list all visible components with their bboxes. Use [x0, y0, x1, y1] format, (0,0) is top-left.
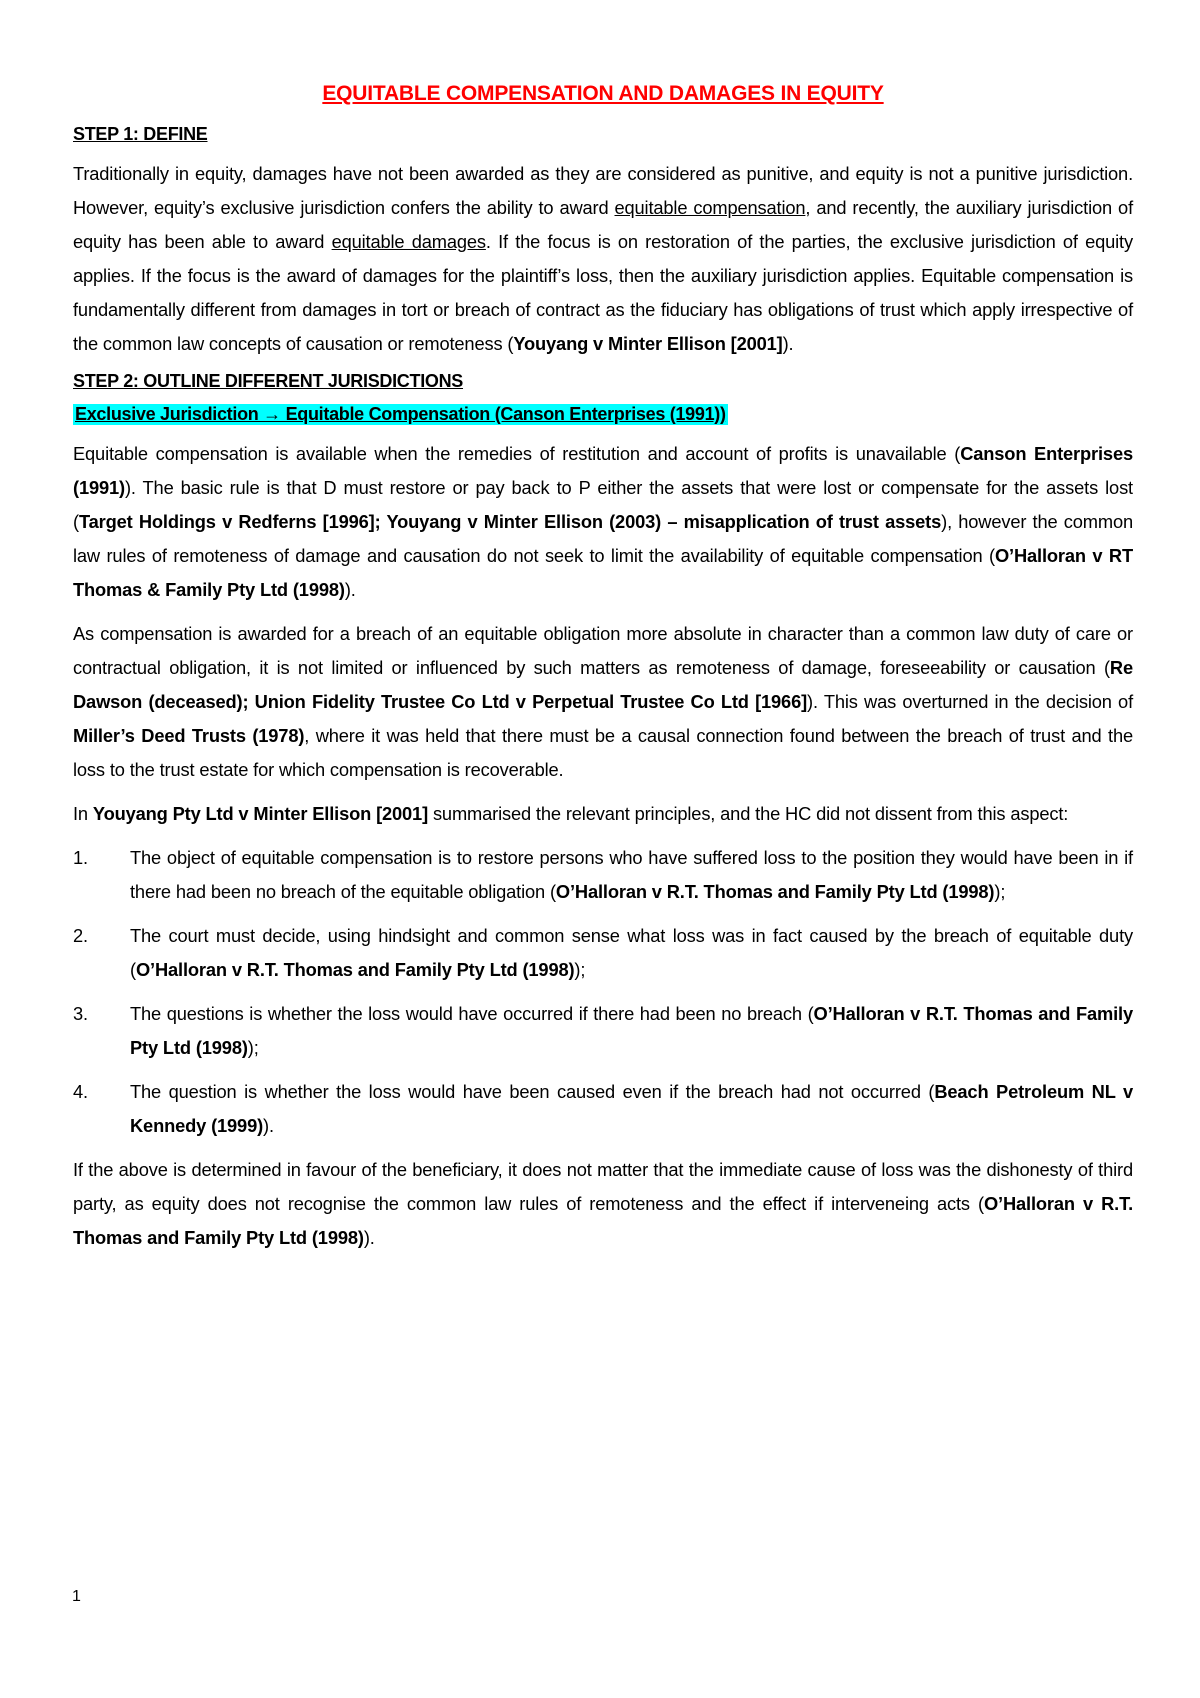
- case-citation: Youyang v Minter Ellison [2001]: [513, 333, 783, 354]
- paragraph-breach-obligation: As compensation is awarded for a breach of an equitable obligation more absolute in character than a common law duty of care or contractual obligation, it is not limited or influenced by such matters as remoteness of damage, foreseeability or causation (Re Dawson (deceased); Union Fidelity Trustee Co Ltd v Perpetual Trustee Co Ltd [1966]). This was overturned in the decision of Miller’s Deed Trusts (1978), where it was held that there must be a causal connection found between the breach of trust and the loss to the trust estate for which compensation is recoverable.: [73, 623, 1134, 780]
- case-citation: Target Holdings v Redferns [1996]; Youyang v Minter Ellison (2003) – misapplication of trust assets: [78, 511, 942, 532]
- paragraph-equitable-compensation: Equitable compensation is available when the remedies of restitution and account of profits is unavailable (Canson Enterprises (1991)). The basic rule is that D must restore or pay back to P either the assets that were lost or compensate for the assets lost (Target Holdings v Redferns [1996]; Youyang v Minter Ellison (2003) – misapplication of trust assets), however the common law rules of remoteness of damage and causation do not seek to limit the availability of equitable compensation (O’Halloran v RT Thomas & Family Pty Ltd (1998)).: [73, 443, 1133, 600]
- case-citation: O’Halloran v R.T. Thomas and Family Pty Ltd (1998): [135, 959, 575, 980]
- page-number: 1: [72, 1588, 81, 1605]
- case-citation: O’Halloran v R.T. Thomas and Family Pty Ltd (1998): [130, 1003, 1133, 1058]
- case-citation: O’Halloran v R.T. Thomas and Family Pty Ltd (1998): [555, 881, 995, 902]
- term-equitable-damages: equitable damages: [331, 231, 486, 252]
- case-citation: O’Halloran v RT Thomas & Family Pty Ltd (1998): [73, 545, 1133, 600]
- list-item: 4. The question is whether the loss would have been caused even if the breach had not occurred (Beach Petroleum NL v Kennedy (1999)).: [73, 1075, 1133, 1143]
- list-number: 4.: [73, 1081, 88, 1102]
- paragraph-beneficiary: If the above is determined in favour of the beneficiary, it does not matter that the immediate cause of loss was the dishonesty of third party, as equity does not recognise the common law rules of remoteness and the effect if interveneing acts (O’Halloran v R.T. Thomas and Family Pty Ltd (1998)).: [73, 1159, 1134, 1248]
- highlighted-subheading: Exclusive Jurisdiction → Equitable Compensation (Canson Enterprises (1991)): [75, 404, 726, 424]
- term-equitable-compensation: equitable compensation: [614, 197, 806, 218]
- step1-paragraph: Traditionally in equity, damages have not been awarded as they are considered as punitive, and equity is not a punitive jurisdiction. However, equity’s exclusive jurisdiction confers the ability to award equitable compensation, and recently, the auxiliary jurisdiction of equity has been able to award equitable damages. If the focus is on restoration of the parties, the exclusive jurisdiction of equity applies. If the focus is the award of damages for the plaintiff’s loss, then the auxiliary jurisdiction applies. Equitable compensation is fundamentally different from damages in tort or breach of contract as the fiduciary has obligations of trust which apply irrespective of the common law concepts of causation or remoteness (Youyang v Minter Ellison [2001]).: [73, 163, 1133, 354]
- case-citation: O’Halloran v R.T. Thomas and Family Pty Ltd (1998): [73, 1193, 1134, 1248]
- list-number: 3.: [73, 1003, 88, 1024]
- list-number: 1.: [73, 847, 88, 868]
- document-title: EQUITABLE COMPENSATION AND DAMAGES IN EQUITY: [322, 82, 884, 105]
- case-citation: Miller’s Deed Trusts (1978): [73, 725, 305, 746]
- paragraph-youyang: In Youyang Pty Ltd v Minter Ellison [2001] summarised the relevant principles, and the HC did not dissent from this aspect:: [73, 803, 1069, 824]
- list-item: 2. The court must decide, using hindsight and common sense what loss was in fact caused by the breach of equitable duty (O’Halloran v R.T. Thomas and Family Pty Ltd (1998));: [73, 919, 1133, 987]
- step2-heading: STEP 2: OUTLINE DIFFERENT JURISDICTIONS: [73, 371, 464, 391]
- principles-list: [73, 841, 1133, 1143]
- step1-heading: STEP 1: DEFINE: [73, 124, 208, 144]
- case-citation: Canson Enterprises (1991): [73, 443, 1133, 498]
- document-page: [73, 82, 1133, 1265]
- case-citation: Beach Petroleum NL v Kennedy (1999): [130, 1081, 1133, 1136]
- case-citation: Youyang Pty Ltd v Minter Ellison [2001]: [92, 803, 429, 824]
- case-citation: Re Dawson (deceased); Union Fidelity Trustee Co Ltd v Perpetual Trustee Co Ltd [1966]: [73, 657, 1133, 712]
- list-item: 1. The object of equitable compensation is to restore persons who have suffered loss to the position they would have been in if there had been no breach of the equitable obligation (O’Halloran v R.T. Thomas and Family Pty Ltd (1998));: [73, 841, 1133, 909]
- list-number: 2.: [73, 925, 88, 946]
- list-item: 3. The questions is whether the loss would have occurred if there had been no breach (O’Halloran v R.T. Thomas and Family Pty Ltd (1998));: [73, 997, 1133, 1065]
